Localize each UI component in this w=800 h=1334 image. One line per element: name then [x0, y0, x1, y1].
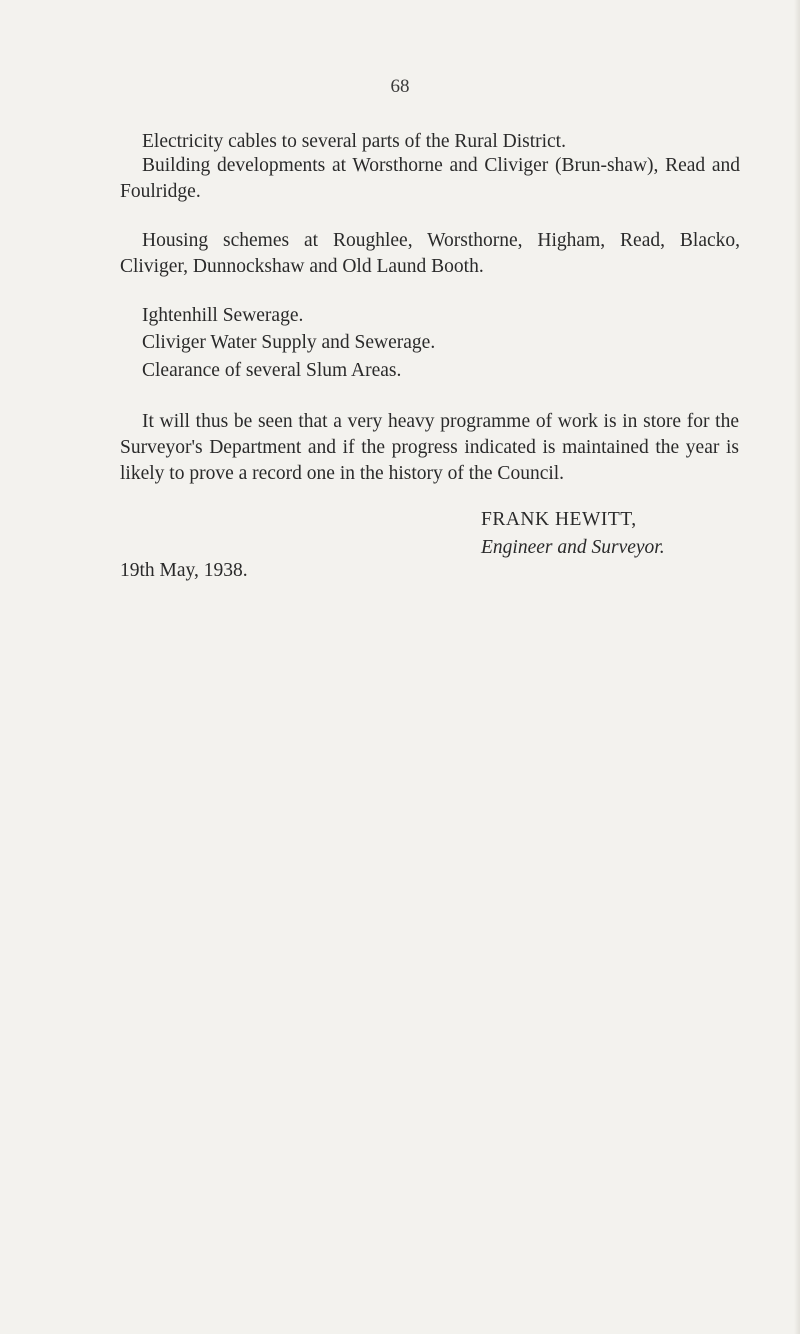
signature-name: FRANK HEWITT, [481, 509, 637, 530]
paragraph-ightenhill-sewerage: Ightenhill Sewerage. [142, 305, 304, 326]
document-date: 19th May, 1938. [120, 560, 248, 581]
paragraph-slum-clearance: Clearance of several Slum Areas. [142, 360, 402, 381]
page-edge-shadow [794, 0, 800, 1334]
paragraph-summary: It will thus be seen that a very heavy programme of work is in store for the Surveyor's Department and if the progress indicated is maintained the year is likely to prove a record one in the history of the Council. [120, 411, 739, 484]
paragraph-cliviger-water: Cliviger Water Supply and Sewerage. [142, 332, 436, 353]
paragraph-housing-schemes: Housing schemes at Roughlee, Worsthorne, Higham, Read, Blacko, Cliviger, Dunnockshaw and Old Laund Booth. [120, 230, 740, 277]
paragraph-building-developments: Building developments at Worsthorne and Cliviger (Brun-shaw), Read and Foulridge. [120, 155, 740, 202]
paragraph-electricity: Electricity cables to several parts of the Rural District. [142, 131, 566, 152]
page-number: 68 [390, 76, 410, 97]
signature-title: Engineer and Surveyor. [481, 537, 665, 558]
